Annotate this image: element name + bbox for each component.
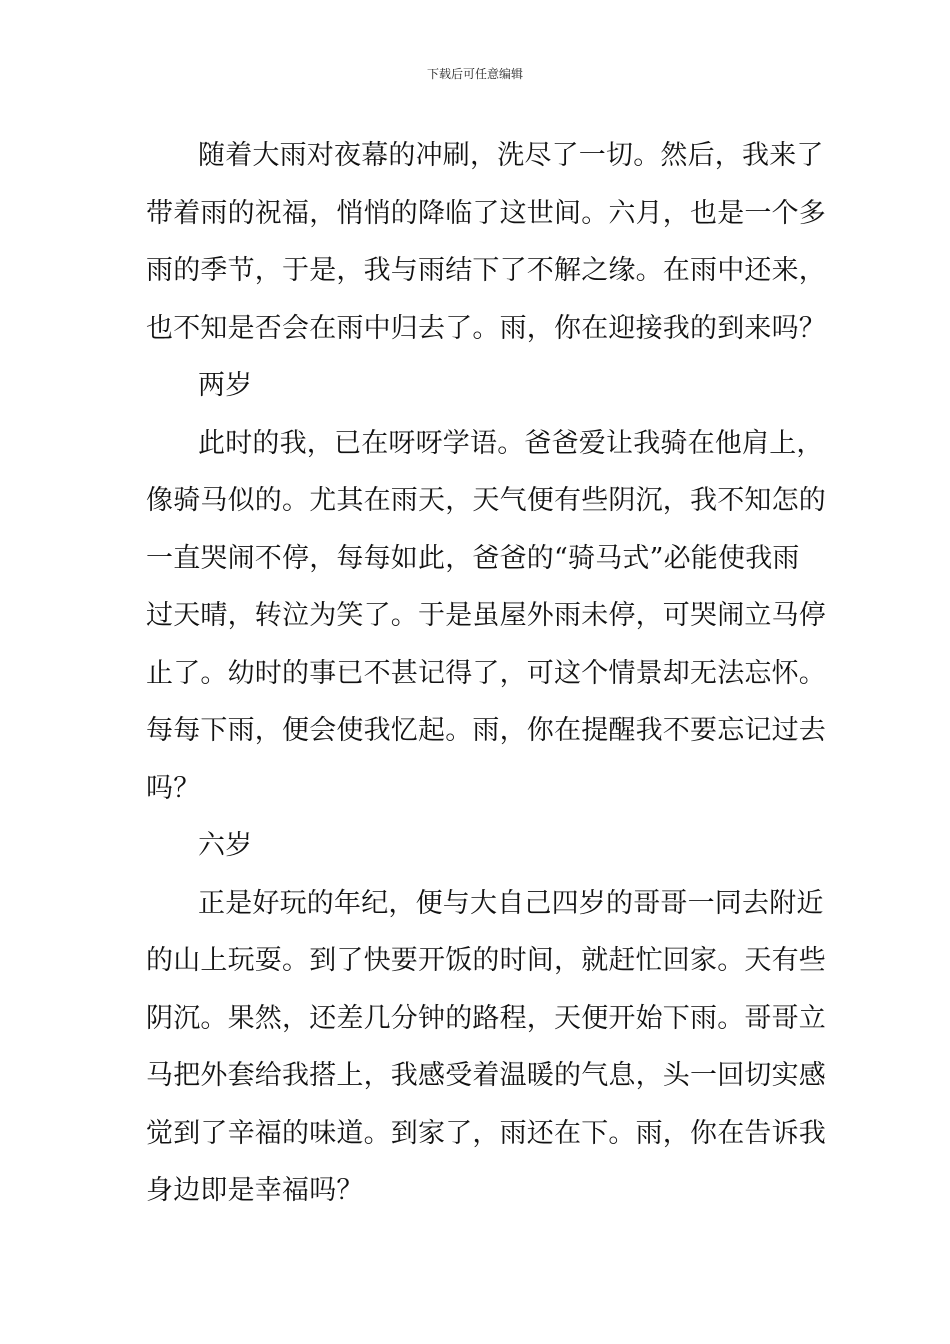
paragraph-line: 觉到了辛福的味道。到家了，雨还在下。雨，你在告诉我 bbox=[146, 1117, 826, 1149]
paragraph-line: 吗？ bbox=[146, 772, 201, 804]
paragraph-line: 雨的季节，于是，我与雨结下了不解之缘。在雨中还来， bbox=[146, 255, 826, 286]
header-note: 下载后可任意编辑 bbox=[426, 67, 523, 81]
paragraph-line: 像骑马似的。尤其在雨天，天气便有些阴沉，我不知怎的 bbox=[146, 485, 826, 516]
paragraph-line: 每每下雨，便会使我忆起。雨，你在提醒我不要忘记过去 bbox=[146, 715, 826, 746]
section-heading: 六岁 bbox=[198, 830, 253, 861]
paragraph-line: 的山上玩耍。到了快要开饭的时间，就赶忙回家。天有些 bbox=[146, 945, 826, 976]
paragraph-line: 正是好玩的年纪，便与大自己四岁的哥哥一同去附近 bbox=[198, 887, 824, 919]
paragraph-line: 身边即是幸福吗？ bbox=[146, 1175, 364, 1206]
paragraph-line: 一直哭闹不停，每每如此，爸爸的“骑马式”必能使我雨 bbox=[146, 542, 800, 574]
paragraph-line: 过天晴，转泣为笑了。于是虽屋外雨未停，可哭闹立马停 bbox=[146, 600, 826, 631]
paragraph-line: 阴沉。果然，还差几分钟的路程，天便开始下雨。哥哥立 bbox=[146, 1002, 826, 1034]
paragraph-line: 也不知是否会在雨中归去了。雨，你在迎接我的到来吗？ bbox=[146, 312, 826, 344]
paragraph-line: 随着大雨对夜幕的冲刷，洗尽了一切。然后，我来了 bbox=[198, 140, 824, 171]
section-heading: 两岁 bbox=[198, 370, 253, 401]
paragraph-line: 止了。幼时的事已不甚记得了，可这个情景却无法忘怀。 bbox=[146, 657, 826, 689]
paragraph-line: 此时的我，已在呀呀学语。爸爸爱让我骑在他肩上， bbox=[198, 427, 824, 459]
paragraph-line: 带着雨的祝福，悄悄的降临了这世间。六月，也是一个多 bbox=[146, 197, 826, 229]
document-body bbox=[146, 127, 826, 1220]
paragraph-line: 马把外套给我搭上，我感受着温暖的气息，头一回切实感 bbox=[146, 1060, 826, 1091]
